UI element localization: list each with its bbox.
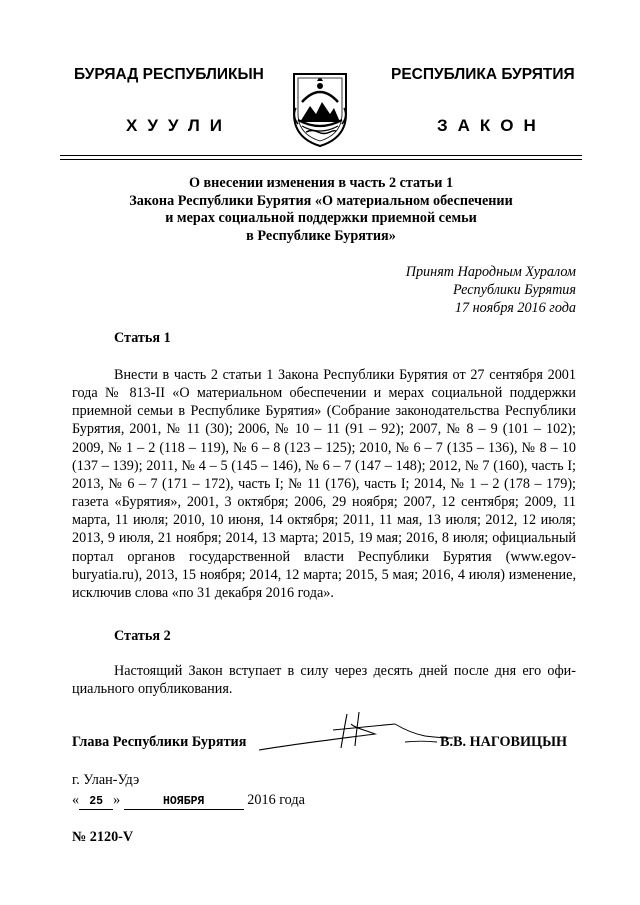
date-year: 2016 года	[247, 792, 305, 808]
header-right-line2: ЗАКОН	[437, 116, 546, 135]
signature-label: Глава Республики Бурятия	[72, 734, 247, 750]
date-close-quote: »	[113, 792, 121, 808]
adoption-line-1: Принят Народным Хуралом	[405, 264, 576, 280]
header-rule-thin	[60, 159, 582, 160]
signatory-name: В.В. НАГОВИЦЫН	[440, 734, 568, 750]
article-1-text: Внести в часть 2 статьи 1 Закона Республики Бурятия от 27 сентября 2001 года № 813-II «О материальном обеспечении и мерах социальной поддержки приемной семьи в Республике Бурятия» (Собрание законодательства Республики Бурятия, 2001, № 11 (30); 2006, № 10 – 11 (91 – 92); 2007, № 8 – 9 (101 – 102); 2009, № 1 – 2 (118 – 119), № 6 – 8 (123 – 125); 2010, № 6 – 7 (135 – 136), № 8 – 10 (137 – 139); 2011, № 4 – 5 (145 – 146), № 6 – 7 (147 – 148); 2012, № 7 (160), часть I; 2013, № 6 – 7 (171 – 172), часть I; № 11 (176), часть I; 2014, № 1 – 2 (178 – 179); газета «Бурятия», 2001, 3 октября; 2006, 29 ноября; 2007, 12 сентября; 2009, 11 марта, 11 июля; 2010, 10 июня, 14 октября; 2011, 11 мая, 13 июля; 2012, 12 июля; 2013, 9 июля, 21 ноября; 2014, 13 марта; 2015, 19 мая; 2016, 8 июля; официальный портал органов государственной власти Республики Бурятия (www.egov-buryatia.ru), 2013, 15 ноября; 2014, 12 марта; 2015, 5 мая; 2016, 4 июля) изменение, исключив слова «по 31 декабря 2016 года».	[72, 367, 576, 601]
document-title	[60, 175, 582, 245]
title-line-3: и мерах социальной поддержки приемной семьи	[165, 210, 477, 226]
title-line-1: О внесении изменения в часть 2 статьи 1	[188, 175, 454, 191]
date-line	[72, 792, 305, 810]
header-left-line1: БУРЯАД РЕСПУБЛИКЫН	[74, 66, 264, 83]
header-left-line2: ХУУЛИ	[126, 116, 232, 135]
adoption-line-2: Республики Бурятия	[452, 282, 576, 298]
article-2-heading: Статья 2	[114, 628, 171, 644]
law-number: № 2120-V	[72, 829, 134, 845]
date-open-quote: «	[72, 792, 80, 808]
adoption-note	[406, 263, 576, 317]
place: г. Улан-Удэ	[72, 772, 140, 788]
adoption-line-3: 17 ноября 2016 года	[454, 300, 576, 316]
handwritten-signature	[255, 708, 455, 756]
header-right-line1: РЕСПУБЛИКА БУРЯТИЯ	[391, 66, 575, 83]
article-2-text: Настоящий Закон вступает в силу через десять дней после дня его официального опубликования.	[72, 663, 576, 698]
title-line-4: в Республике Бурятия»	[246, 227, 396, 244]
article-1-heading: Статья 1	[114, 330, 171, 346]
header-rule-thick	[60, 155, 582, 156]
coat-of-arms-emblem	[288, 68, 352, 148]
title-line-2: Закона Республики Бурятия «О материальном обеспечении	[129, 192, 513, 209]
date-month: НОЯБРЯ	[124, 795, 244, 810]
date-day: 25	[79, 795, 113, 810]
